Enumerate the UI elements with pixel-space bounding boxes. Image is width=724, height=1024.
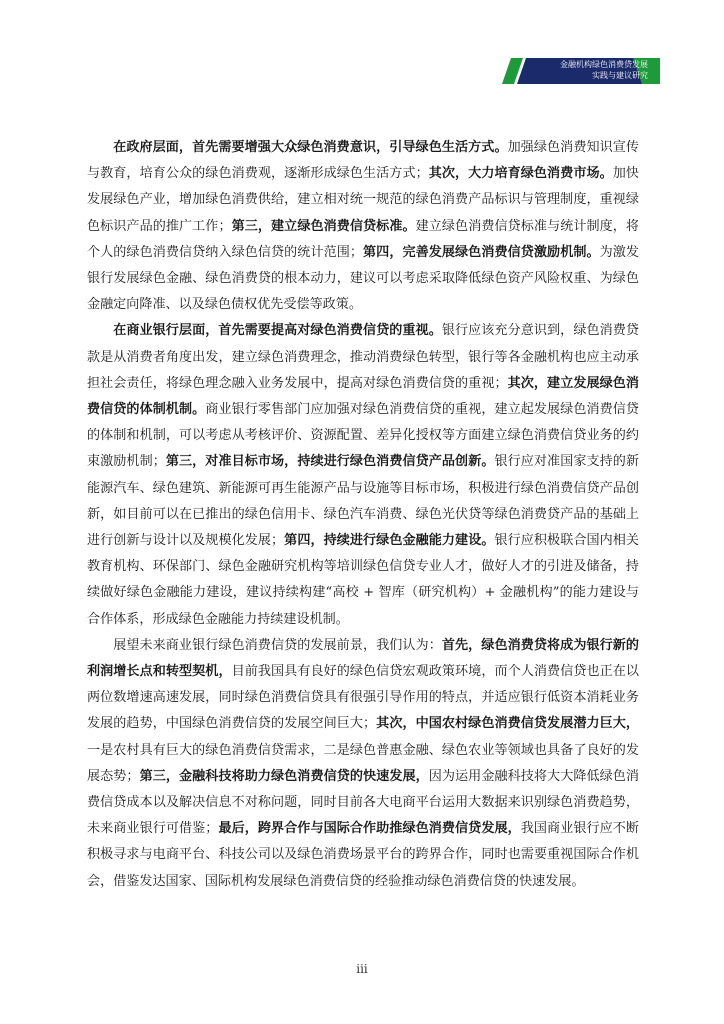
text-run: 商业银行零售部门应加强对绿色消费信贷的重视，建立起发展绿色消费信贷的体制和机制，可以考虑从考核评价、资源配置、差异化授权等方面建立绿色消费信贷业务的约束激励机制； bbox=[87, 402, 639, 470]
text-run: 展望未来商业银行绿色消费信贷的发展前景，我们认为： bbox=[113, 637, 442, 653]
bold-text-run: 首先，绿色消费贷将成为银行新的利润增长点和转型契机， bbox=[87, 637, 640, 680]
banner-title bbox=[560, 59, 648, 81]
page-number: iii bbox=[356, 962, 368, 976]
banner-title-line1: 金融机构绿色消费贷发展 bbox=[560, 60, 648, 69]
text-run: 银行应积极联合国内相关教育机构、环保部门、绿色金融研究机构等培训绿色信贷专业人才，做好人才的引进及储备，持续做好绿色金融能力建设，建议持续构建“高校 + 智库（研究机构）+ 金融机构”的能力建设与合作体系，形成绿色金融能力持续建设机制。 bbox=[87, 533, 640, 627]
banner-title-line2: 实践与建议研究 bbox=[592, 71, 648, 80]
header-banner bbox=[502, 58, 660, 84]
bold-text-run: 其次，建立发展绿色消费信贷的体制机制。 bbox=[87, 375, 640, 418]
bold-text-run: 第四，持续进行绿色金融能力建设。 bbox=[284, 533, 495, 549]
bold-text-run: 第三，金融科技将助力绿色消费信贷的快速发展， bbox=[139, 768, 429, 784]
bold-text-run: 其次，大力培育绿色消费市场。 bbox=[428, 166, 613, 182]
bold-text-run: 在政府层面，首先需要增强大众绿色消费意识，引导绿色生活方式。 bbox=[113, 140, 508, 155]
text-run: 建立绿色消费信贷标准与统计制度，将个人的绿色消费信贷纳入绿色信贷的统计范围； bbox=[87, 218, 640, 260]
text-run: 我国商业银行应不断积极寻求与电商平台、科技公司以及绿色消费场景平台的跨界合作，同时也需要重视国际合作机会，借鉴发达国家、国际机构发展绿色消费信贷的经验推动绿色消费信贷的快速发展。 bbox=[87, 821, 640, 889]
text-run: 加快发展绿色产业，增加绿色消费供给，建立相对统一规范的绿色消费产品标识与管理制度，重视绿色标识产品的推广工作； bbox=[87, 166, 640, 234]
bold-text-run: 第四，完善发展绿色消费信贷激励机制。 bbox=[362, 244, 600, 260]
bold-text-run: 在商业银行层面，首先需要提高对绿色消费信贷的重视。 bbox=[113, 323, 442, 339]
paragraph-government bbox=[87, 135, 639, 318]
text-run: 因为运用金融科技将大大降低绿色消费信贷成本以及解决信息不对称问题，同时目前各大电商平台运用大数据来识别绿色消费趋势，未来商业银行可借鉴； bbox=[87, 768, 640, 837]
text-run: 一是农村具有巨大的绿色消费信贷需求，二是绿色普惠金融、绿色农业等领域也具备了良好的发展态势； bbox=[87, 742, 639, 784]
text-run: 银行应该充分意识到，绿色消费贷款是从消费者角度出发，建立绿色消费理念，推动消费绿色转型，银行等各金融机构也应主动承担社会责任，将绿色理念融入业务发展中，提高对绿色消费信贷的重视； bbox=[87, 323, 640, 391]
text-run: 加强绿色消费知识宣传与教育，培育公众的绿色消费观，逐渐形成绿色生活方式； bbox=[87, 140, 640, 182]
bold-text-run: 最后，跨界合作与国际合作助推绿色消费信贷发展， bbox=[218, 821, 521, 837]
paragraph-outlook bbox=[87, 633, 639, 895]
bold-text-run: 其次，中国农村绿色消费信贷发展潜力巨大， bbox=[376, 716, 640, 732]
text-run: 银行应对准国家支持的新能源汽车、绿色建筑、新能源可再生能源产品与设施等目标市场，积极进行绿色消费信贷产品创新，如目前可以在已推出的绿色信用卡、绿色汽车消费、绿色光伏贷等绿色消费贷产品的基础上进行创新与设计以及规模化发展； bbox=[87, 454, 640, 549]
document-body bbox=[87, 135, 639, 895]
text-run: 为激发银行发展绿色金融、绿色消费贷的根本动力，建议可以考虑采取降低绿色资产风险权重、为绿色金融定向降准、以及绿色债权优先受偿等政策。 bbox=[87, 244, 640, 313]
text-run: 目前我国具有良好的绿色信贷宏观政策环境，而个人消费信贷也正在以两位数增速高速发展，同时绿色消费信贷具有很强引导作用的特点，并适应银行低资本消耗业务发展的趋势，中国绿色消费信贷的发展空间巨大； bbox=[87, 664, 640, 732]
bold-text-run: 第三，建立绿色消费信贷标准。 bbox=[231, 218, 416, 234]
bold-text-run: 第三，对准目标市场，持续进行绿色消费信贷产品创新。 bbox=[165, 454, 495, 470]
paragraph-commercial-banks bbox=[87, 318, 639, 632]
